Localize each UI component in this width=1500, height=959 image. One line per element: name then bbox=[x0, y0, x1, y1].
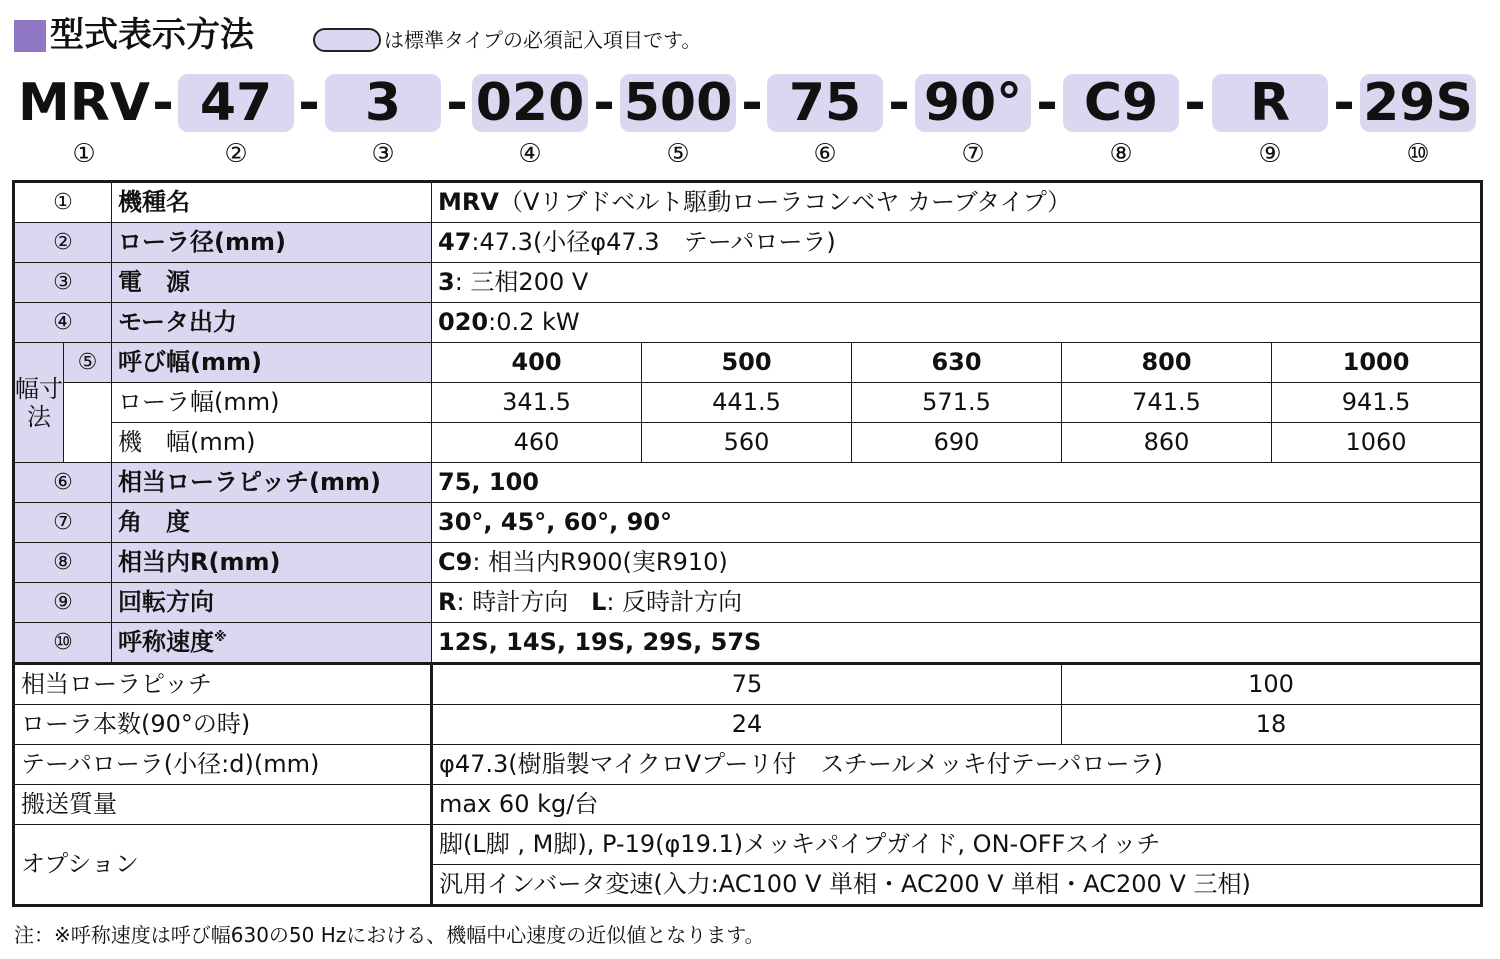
spec-value: 100 bbox=[1062, 664, 1482, 705]
item-label: 角 度 bbox=[112, 503, 432, 543]
table-row bbox=[14, 423, 1482, 463]
item-value: R: 時計方向 L: 反時計方向 bbox=[432, 583, 1482, 623]
table-row bbox=[14, 303, 1482, 343]
page-title: 型式表示方法 bbox=[50, 15, 254, 55]
width-value: 500 bbox=[642, 343, 852, 383]
spec-label: 搬送質量 bbox=[14, 785, 432, 825]
table-row bbox=[14, 343, 1482, 383]
dash: - bbox=[298, 73, 320, 133]
machine-width-value: 1060 bbox=[1272, 423, 1482, 463]
machine-width-value: 460 bbox=[432, 423, 642, 463]
item-value: 30°, 45°, 60°, 90° bbox=[432, 503, 1482, 543]
spec-label: ローラ本数(90°の時) bbox=[14, 705, 432, 745]
blank-cell bbox=[64, 383, 112, 423]
item-number: ⑤ bbox=[64, 343, 112, 383]
model-seg-9: R bbox=[1212, 74, 1328, 132]
segment-number-10: ⑩ bbox=[1406, 139, 1430, 169]
roller-width-value: 571.5 bbox=[852, 383, 1062, 423]
spec-value: 75 bbox=[432, 664, 1062, 705]
model-seg-4: 020 bbox=[472, 74, 588, 132]
spec-table bbox=[12, 180, 1483, 907]
item-number: ① bbox=[14, 182, 112, 223]
option-value: 汎用インバータ変速(入力:AC100 V 単相・AC200 V 単相・AC200 V 三相) bbox=[432, 865, 1482, 906]
item-label: 回転方向 bbox=[112, 583, 432, 623]
spec-value: 18 bbox=[1062, 705, 1482, 745]
option-value: 脚(L脚 , M脚), P-19(φ19.1)メッキパイプガイド, ON-OFFスイッチ bbox=[432, 825, 1482, 865]
dash: - bbox=[593, 73, 615, 133]
table-row bbox=[14, 503, 1482, 543]
item-number: ⑥ bbox=[14, 463, 112, 503]
model-seg-6: 75 bbox=[767, 74, 883, 132]
segment-number-3: ③ bbox=[371, 139, 395, 169]
item-label: モータ出力 bbox=[112, 303, 432, 343]
segment-number-7: ⑦ bbox=[961, 139, 985, 169]
spec-label: 相当ローラピッチ bbox=[14, 664, 432, 705]
model-seg-1: MRV bbox=[18, 73, 151, 133]
item-label: 呼称速度※ bbox=[112, 623, 432, 664]
item-number: ④ bbox=[14, 303, 112, 343]
item-label: 相当内R(mm) bbox=[112, 543, 432, 583]
width-value: 1000 bbox=[1272, 343, 1482, 383]
segment-number-8: ⑧ bbox=[1109, 139, 1133, 169]
item-label: 相当ローラピッチ(mm) bbox=[112, 463, 432, 503]
item-value: 020:0.2 kW bbox=[432, 303, 1482, 343]
blank-cell bbox=[64, 423, 112, 463]
table-row bbox=[14, 543, 1482, 583]
table-row bbox=[14, 583, 1482, 623]
width-value: 630 bbox=[852, 343, 1062, 383]
machine-width-value: 860 bbox=[1062, 423, 1272, 463]
model-seg-10: 29S bbox=[1360, 74, 1476, 132]
item-number: ⑨ bbox=[14, 583, 112, 623]
item-number: ② bbox=[14, 223, 112, 263]
item-value: 47:47.3(小径φ47.3 テーパローラ) bbox=[432, 223, 1482, 263]
dash: - bbox=[446, 73, 468, 133]
spec-label: テーパローラ(小径:d)(mm) bbox=[14, 745, 432, 785]
roller-width-value: 741.5 bbox=[1062, 383, 1272, 423]
segment-number-9: ⑨ bbox=[1258, 139, 1282, 169]
segment-number-5: ⑤ bbox=[666, 139, 690, 169]
item-value: 3: 三相200 V bbox=[432, 263, 1482, 303]
dash: - bbox=[1333, 73, 1355, 133]
item-number: ⑦ bbox=[14, 503, 112, 543]
segment-number-6: ⑥ bbox=[813, 139, 837, 169]
item-label: 呼び幅(mm) bbox=[112, 343, 432, 383]
table-row bbox=[14, 182, 1482, 223]
width-group-label: 幅寸法 bbox=[14, 343, 64, 463]
roller-width-value: 941.5 bbox=[1272, 383, 1482, 423]
roller-width-value: 441.5 bbox=[642, 383, 852, 423]
item-label: 電 源 bbox=[112, 263, 432, 303]
item-number: ⑩ bbox=[14, 623, 112, 664]
segment-number-1: ① bbox=[72, 139, 96, 169]
item-label: 機種名 bbox=[112, 182, 432, 223]
table-row bbox=[14, 745, 1482, 785]
dash: - bbox=[888, 73, 910, 133]
model-seg-3: 3 bbox=[325, 74, 441, 132]
segment-number-4: ④ bbox=[518, 139, 542, 169]
item-value: 75, 100 bbox=[432, 463, 1482, 503]
machine-width-value: 690 bbox=[852, 423, 1062, 463]
table-row bbox=[14, 383, 1482, 423]
item-label: ローラ径(mm) bbox=[112, 223, 432, 263]
item-label: 機 幅(mm) bbox=[112, 423, 432, 463]
spec-value: φ47.3(樹脂製マイクロVプーリ付 スチールメッキ付テーパローラ) bbox=[432, 745, 1482, 785]
dash: - bbox=[741, 73, 763, 133]
table-row bbox=[14, 623, 1482, 664]
item-number: ⑧ bbox=[14, 543, 112, 583]
machine-width-value: 560 bbox=[642, 423, 852, 463]
segment-number-2: ② bbox=[224, 139, 248, 169]
model-seg-7: 90° bbox=[915, 74, 1031, 132]
dash: - bbox=[1036, 73, 1058, 133]
table-row bbox=[14, 463, 1482, 503]
legend-swatch bbox=[313, 28, 381, 52]
item-number: ③ bbox=[14, 263, 112, 303]
roller-width-value: 341.5 bbox=[432, 383, 642, 423]
item-label: ローラ幅(mm) bbox=[112, 383, 432, 423]
spec-label: オプション bbox=[14, 825, 432, 906]
table-row bbox=[14, 785, 1482, 825]
table-row bbox=[14, 664, 1482, 705]
legend-text: は標準タイプの必須記入項目です。 bbox=[384, 28, 702, 52]
spec-value: 24 bbox=[432, 705, 1062, 745]
title-marker bbox=[14, 20, 46, 52]
width-value: 800 bbox=[1062, 343, 1272, 383]
width-value: 400 bbox=[432, 343, 642, 383]
dash: - bbox=[152, 73, 174, 133]
model-seg-2: 47 bbox=[178, 74, 294, 132]
table-row bbox=[14, 705, 1482, 745]
table-row bbox=[14, 825, 1482, 865]
table-row bbox=[14, 263, 1482, 303]
footnote: 注：※呼称速度は呼び幅630の50 Hzにおける、機幅中心速度の近似値となります。 bbox=[14, 923, 765, 947]
table-row bbox=[14, 223, 1482, 263]
model-seg-5: 500 bbox=[620, 74, 736, 132]
spec-value: max 60 kg/台 bbox=[432, 785, 1482, 825]
item-value: MRV（Vリブドベルト駆動ローラコンベヤ カーブタイプ） bbox=[432, 182, 1482, 223]
item-value: 12S, 14S, 19S, 29S, 57S bbox=[432, 623, 1482, 664]
item-value: C9: 相当内R900(実R910) bbox=[432, 543, 1482, 583]
model-seg-8: C9 bbox=[1063, 74, 1179, 132]
dash: - bbox=[1184, 73, 1206, 133]
